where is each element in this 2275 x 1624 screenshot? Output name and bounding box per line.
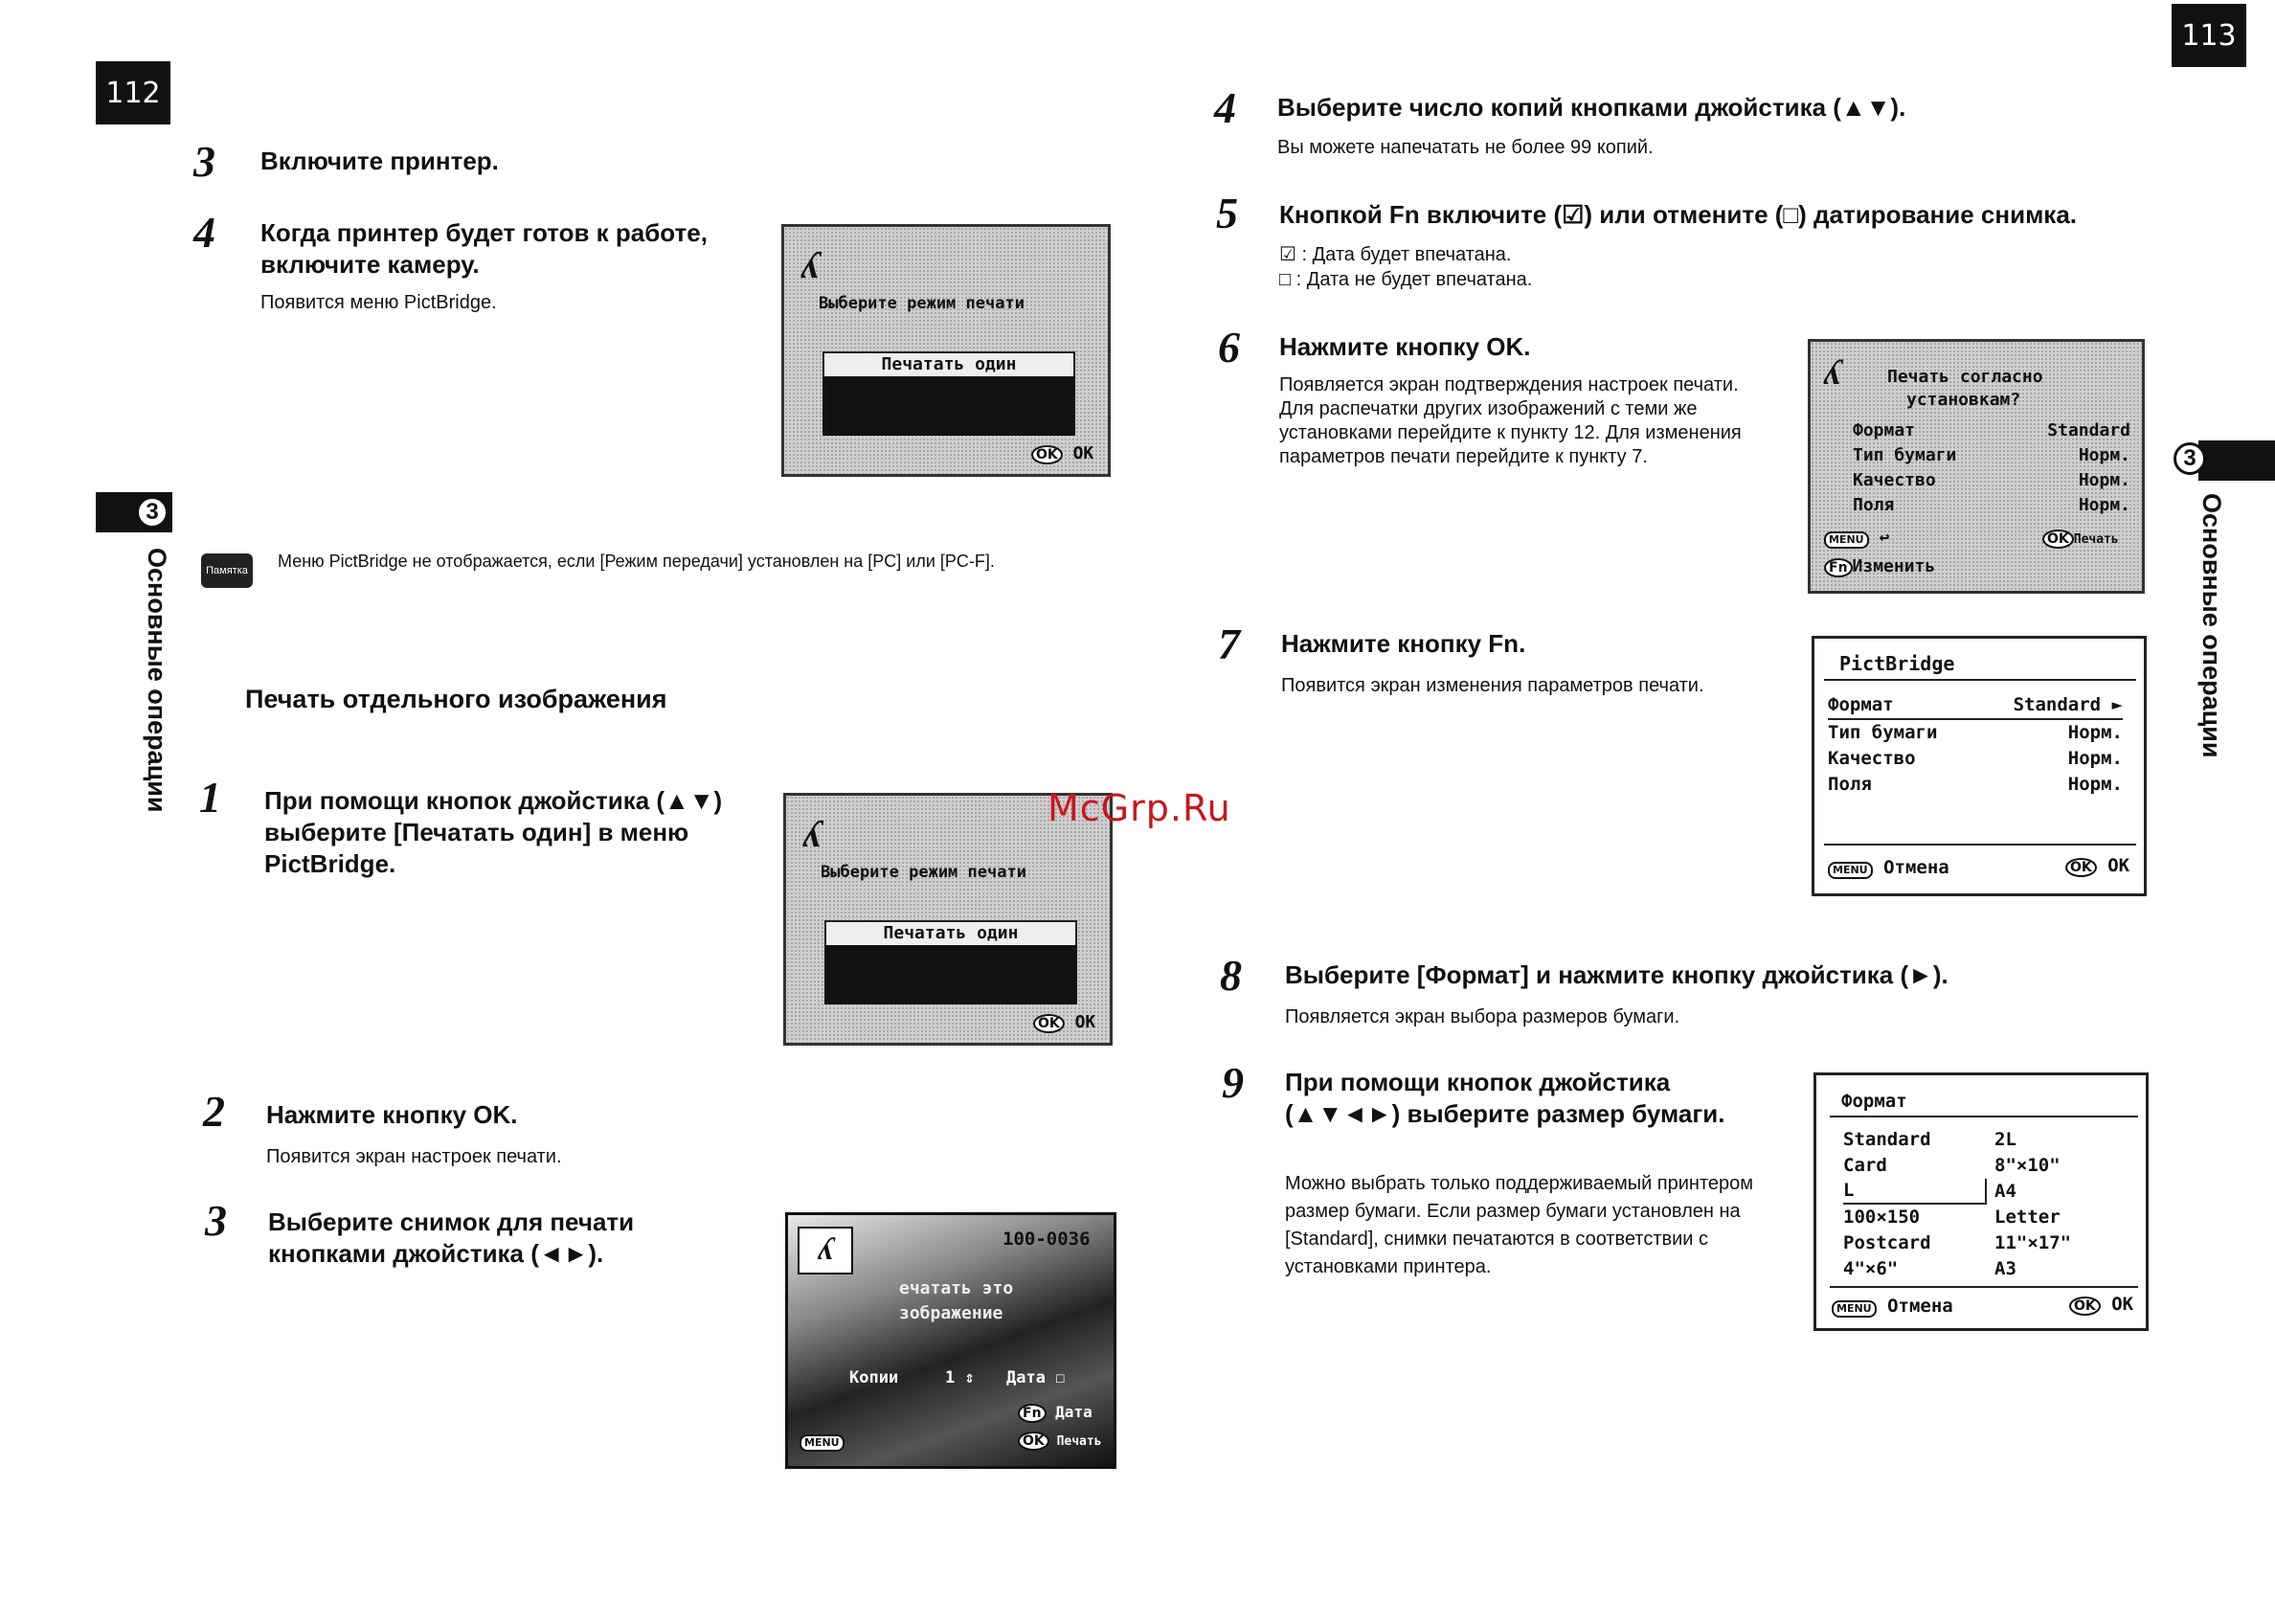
memo-icon-label: Памятка [206, 565, 248, 576]
pictbridge-settings-screen [1812, 636, 2147, 896]
step-5-option-off [1279, 268, 1532, 292]
photo-prompt-line1: ечатать это [899, 1278, 1014, 1298]
photo-menu-hint [800, 1433, 845, 1452]
step-9-number: 9 [1222, 1058, 1244, 1107]
chapter-tab-right [2198, 440, 2275, 481]
ok-badge-icon: OK [1033, 1014, 1065, 1033]
step-9-title: При помощи кнопок джойстика (▲▼◄►) выберите размер бумаги. [1285, 1068, 1725, 1128]
chapter-number-right [2174, 442, 2206, 475]
format-option: 100×150 [1843, 1207, 1921, 1228]
lcd-ok-hint [1031, 443, 1093, 464]
ok-badge-icon: OK [2065, 858, 2097, 877]
step-4-right-title: Выберите число копий кнопками джойстика (▲▼). [1277, 93, 1906, 122]
step-8-title: Выберите [Формат] и нажмите кнопку джойстика (►). [1285, 960, 1948, 989]
step-3-title: Включите принтер. [260, 147, 499, 175]
photo-fn-label: Дата [1055, 1403, 1092, 1421]
confirm-line1: Печать согласно [1887, 367, 2043, 387]
checkbox-checked-icon: ☑ [1279, 244, 1296, 265]
pictbridge-row-key: Поля [1828, 774, 1872, 795]
confirm-ok-hint [2042, 530, 2119, 549]
confirm-row [1853, 418, 2130, 443]
page-number-left [96, 61, 170, 124]
confirm-row-value: Норм. [2078, 470, 2130, 490]
format-cancel-label: Отмена [1887, 1296, 1953, 1317]
pictbridge-row-key: Формат [1828, 694, 1894, 715]
lcd-print-mode-screen-2 [783, 793, 1113, 1046]
format-column-left [1843, 1127, 1987, 1282]
confirm-row-value: Норм. [2078, 445, 2130, 465]
step-4-text: Появится меню PictBridge. [260, 292, 497, 313]
photo-date-label: Дата [1006, 1368, 1046, 1387]
sub-step-3-number: 3 [205, 1196, 227, 1245]
format-option: 11"×17" [1994, 1232, 2072, 1253]
format-title: Формат [1841, 1091, 1907, 1112]
pictbridge-divider [1824, 679, 2136, 681]
menu-badge-icon: MENU [1828, 862, 1873, 879]
photo-copies-value [945, 1368, 975, 1387]
page-number-right [2172, 4, 2246, 67]
chapter-number-left [136, 496, 169, 529]
watermark: McGrp.Ru [1047, 787, 1231, 829]
confirm-row [1853, 443, 2130, 468]
page-number-left-text: 112 [105, 76, 161, 110]
confirm-fn-hint [1824, 556, 1935, 577]
step-4-right-number: 4 [1214, 83, 1236, 132]
pictbridge-row [1828, 720, 2123, 746]
memo-text: Меню PictBridge не отображается, если [Режим передачи] установлен на [PC] или [PC-F]. [278, 552, 995, 571]
pictbridge-row-key: Качество [1828, 748, 1916, 769]
confirm-back-hint [1824, 528, 1889, 549]
fn-badge-icon: Fn [1018, 1404, 1047, 1423]
format-option-selected: L [1843, 1179, 1987, 1205]
fn-badge-icon: Fn [1824, 558, 1853, 577]
confirm-row [1853, 468, 2130, 493]
pictbridge-icon: ʎ [1824, 352, 1840, 393]
step-5-option-off-text: : Дата не будет впечатана. [1295, 269, 1533, 290]
lcd-ok-label: OK [1074, 1012, 1096, 1032]
confirm-settings-list [1853, 418, 2130, 518]
pictbridge-row-key: Тип бумаги [1828, 722, 1938, 743]
confirm-line2: установкам? [1906, 390, 2021, 410]
step-9-text: Можно выбрать только поддерживаемый принтером размер бумаги. Если размер бумаги установлен на [Standard], снимки печатаются в соответствии с установками принтера. [1285, 1173, 1754, 1277]
photo-ok-hint [1018, 1432, 1102, 1451]
step-5-option-on-text: : Дата будет впечатана. [1301, 244, 1512, 265]
sub-step-2-text: Появится экран настроек печати. [266, 1146, 562, 1167]
lcd-confirm-screen [1808, 339, 2145, 594]
memo-icon [201, 553, 253, 588]
confirm-row-value: Standard [2047, 420, 2130, 440]
step-7-title: Нажмите кнопку Fn. [1281, 629, 1526, 658]
format-cancel-hint [1832, 1296, 1953, 1318]
format-divider [1830, 1116, 2138, 1117]
pictbridge-row-value: Норм. [2067, 748, 2123, 769]
format-option: 2L [1994, 1129, 2016, 1150]
confirm-row-key: Формат [1853, 420, 1916, 440]
chapter-number-left-text: 3 [146, 499, 159, 525]
photo-copies-number: 1 [945, 1368, 956, 1387]
format-divider [1830, 1286, 2138, 1288]
step-4-right-text: Вы можете напечатать не более 99 копий. [1277, 137, 1654, 158]
chapter-number-right-text: 3 [2183, 445, 2196, 471]
format-option: Letter [1994, 1207, 2061, 1228]
page-number-right-text: 113 [2181, 18, 2237, 53]
section-title: Печать отдельного изображения [245, 685, 667, 713]
pictbridge-cancel-label: Отмена [1883, 857, 1949, 878]
pictbridge-settings-list [1828, 692, 2123, 798]
checkbox-empty-icon: □ [1279, 269, 1292, 290]
step-8-text: Появляется экран выбора размеров бумаги. [1285, 1006, 1680, 1027]
step-7-number: 7 [1218, 620, 1240, 668]
pictbridge-row-value: Норм. [2067, 774, 2123, 795]
lcd-ok-label: OK [1072, 443, 1094, 463]
lcd-option-list [822, 376, 1075, 436]
up-down-arrows-icon: ⇕ [964, 1368, 975, 1387]
lcd-option-list [824, 945, 1077, 1004]
format-option: Postcard [1843, 1232, 1931, 1253]
format-option: 8"×10" [1994, 1155, 2061, 1176]
pictbridge-icon: ʎ [803, 812, 821, 855]
pictbridge-divider [1824, 844, 2136, 846]
menu-badge-icon: MENU [1832, 1300, 1877, 1318]
pictbridge-row-value: Standard ► [2013, 694, 2123, 715]
menu-badge-icon: MENU [800, 1434, 845, 1452]
ok-badge-icon: OK [2042, 530, 2074, 549]
chapter-title-right: Основные операции [2197, 493, 2226, 758]
sub-step-2-number: 2 [203, 1087, 225, 1136]
sub-step-3-title: Выберите снимок для печати кнопками джойстика (◄►). [268, 1207, 635, 1268]
photo-prompt-line2: зображение [899, 1303, 1003, 1323]
step-6-number: 6 [1218, 323, 1240, 372]
menu-badge-icon: MENU [1824, 531, 1869, 549]
format-option: A3 [1994, 1258, 2016, 1279]
back-arrow-icon: ↩ [1879, 528, 1890, 548]
ok-badge-icon: OK [2069, 1297, 2101, 1316]
photo-fn-hint [1018, 1403, 1092, 1423]
ok-badge-icon: OK [1018, 1432, 1049, 1451]
sub-step-1-number: 1 [199, 773, 221, 822]
step-4-number: 4 [193, 208, 215, 257]
confirm-fn-label: Изменить [1852, 556, 1936, 576]
sub-step-1-title: При помощи кнопок джойстика (▲▼) выберите [Печатать один] в меню PictBridge. [264, 786, 723, 878]
step-5-title: Кнопкой Fn включите (☑) или отмените (□) датирование снимка. [1279, 200, 2078, 229]
confirm-row-value: Норм. [2078, 495, 2130, 515]
format-select-screen [1813, 1072, 2149, 1331]
step-8-number: 8 [1220, 951, 1242, 1000]
photo-ok-label: Печать [1056, 1434, 1102, 1449]
photo-file-number: 100-0036 [1002, 1229, 1091, 1250]
confirm-row [1853, 493, 2130, 518]
sub-step-2-title: Нажмите кнопку OK. [266, 1100, 518, 1129]
step-4-title: Когда принтер будет готов к работе, включите камеру. [260, 218, 708, 279]
pictbridge-row [1828, 772, 2123, 798]
format-option: A4 [1994, 1181, 2016, 1202]
pictbridge-title: PictBridge [1839, 652, 1955, 675]
confirm-row-key: Тип бумаги [1853, 445, 1957, 465]
pictbridge-icon: ʎ [798, 1227, 853, 1274]
lcd-selected-option: Печатать один [824, 920, 1077, 947]
confirm-row-key: Качество [1853, 470, 1936, 490]
format-option: 4"×6" [1843, 1258, 1899, 1279]
step-7-text: Появится экран изменения параметров печати. [1281, 675, 1704, 696]
format-option: Standard [1843, 1129, 1931, 1150]
chapter-title-left: Основные операции [143, 548, 171, 813]
pictbridge-row-format [1828, 692, 2123, 720]
format-option: Card [1843, 1155, 1887, 1176]
pictbridge-ok-hint [2065, 855, 2129, 877]
confirm-row-key: Поля [1853, 495, 1895, 515]
step-3-number: 3 [193, 137, 215, 186]
lcd-print-mode-screen [781, 224, 1111, 477]
lcd-heading: Выберите режим печати [821, 863, 1026, 882]
step-5-option-on [1279, 243, 1511, 267]
lcd-heading: Выберите режим печати [819, 294, 1025, 313]
pictbridge-row-value: Норм. [2067, 722, 2123, 743]
photo-copies-label: Копии [849, 1368, 899, 1387]
lcd-ok-hint [1033, 1012, 1095, 1033]
format-ok-label: OK [2111, 1294, 2134, 1315]
pictbridge-cancel-hint [1828, 857, 1949, 879]
format-column-right [1994, 1127, 2138, 1282]
pictbridge-icon: ʎ [801, 243, 819, 286]
ok-badge-icon: OK [1031, 445, 1063, 464]
format-ok-hint [2069, 1294, 2133, 1316]
lcd-selected-option: Печатать один [822, 351, 1075, 378]
checkbox-empty-icon: ☐ [1055, 1368, 1066, 1387]
lcd-photo-screen [785, 1212, 1116, 1469]
step-5-number: 5 [1216, 189, 1238, 237]
step-6-title: Нажмите кнопку OK. [1279, 332, 1531, 361]
pictbridge-ok-label: OK [2107, 855, 2130, 876]
confirm-ok-label: Печать [2073, 532, 2119, 547]
pictbridge-row [1828, 746, 2123, 772]
step-6-text: Появляется экран подтверждения настроек печати. Для распечатки других изображений с теми же установками перейдите к пункту 12. Для изменения параметров печати перейдите к пункту 7. [1279, 374, 1742, 467]
photo-date-toggle [1006, 1368, 1065, 1387]
